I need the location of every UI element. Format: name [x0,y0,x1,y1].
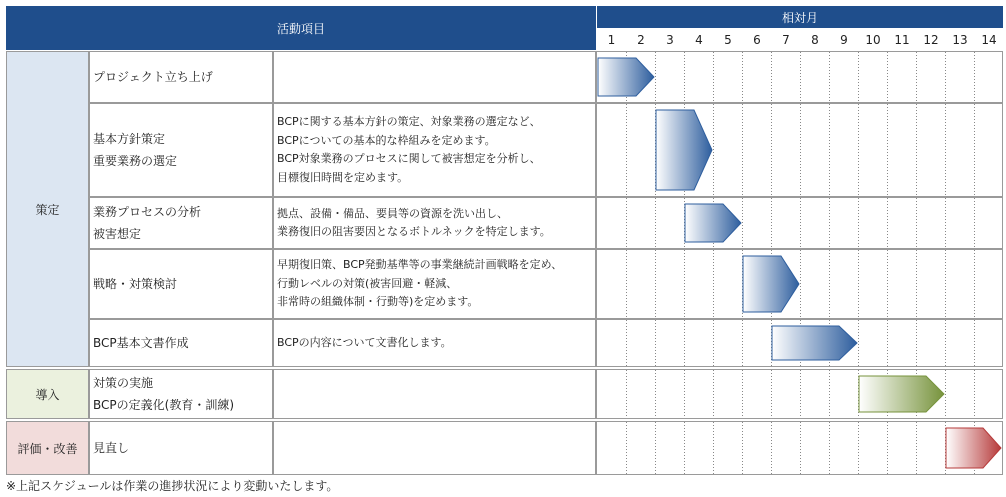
months-header: 相対月 [597,6,1003,28]
description-line: 拠点、設備・備品、要員等の資源を洗い出し、 [277,206,508,220]
schedule-arrow [859,376,944,412]
activity-title-line: 重要業務の選定 [93,154,178,168]
schedule-arrow [946,428,1001,468]
activity-title-line: 見直し [93,441,130,455]
phase-label: 策定 [7,52,88,366]
description-line: 非常時の組織体制・行動等)を定めます。 [277,295,479,309]
activity-title-line: 業務プロセスの分析 [93,205,202,219]
month-number: 5 [714,29,742,50]
month-number: 13 [946,29,974,50]
month-number: 3 [656,29,684,50]
month-number: 14 [975,29,1003,50]
activity-title-line: 対策の実施 [93,376,154,390]
month-number: 1 [597,29,626,50]
activity-item [90,422,272,474]
description-line: BCPに関する基本方針の策定、対象業務の選定など、 [277,115,541,128]
month-number: 9 [830,29,858,50]
gantt-row [597,198,1002,248]
activity-description [274,370,595,418]
activity-title-line: BCP基本文書作成 [93,336,189,350]
activity-item [90,198,272,248]
description-line: BCPについての基本的な枠組みを定めます。 [277,133,496,147]
gantt-row [597,250,1002,318]
activity-title-line: 戦略・対策検討 [93,277,178,291]
month-number: 7 [772,29,800,50]
month-number: 8 [801,29,829,50]
gantt-row [597,422,1002,474]
schedule-arrow [656,110,712,190]
description-line: 行動レベルの対策(被害回避・軽減、 [277,276,458,290]
activity-description [274,422,595,474]
phase-label: 評価・改善 [7,422,88,474]
schedule-arrow [743,256,799,312]
gantt-row-canvas [597,104,1002,196]
description-line: BCP対象業務のプロセスに関して被害想定を分析し、 [277,152,541,165]
gantt-row-canvas [597,320,1002,366]
activity-description [274,320,595,366]
activity-title-line: BCPの定義化(教育・訓練) [93,398,235,412]
activity-item [90,320,272,366]
activity-title-line: プロジェクト立ち上げ [93,70,213,84]
gantt-row [597,320,1002,366]
activity-item [90,370,272,418]
footnote: ※上記スケジュールは作業の進捗状況により変動いたします。 [6,479,339,493]
activity-header: 活動項目 [6,6,596,50]
month-number: 2 [627,29,655,50]
description-line: 業務復旧の阻害要因となるボトルネックを特定します。 [277,225,551,238]
gantt-row-canvas [597,52,1002,102]
gantt-row-canvas [597,198,1002,248]
month-number: 12 [917,29,945,50]
activity-description [274,52,595,102]
activity-title-line: 基本方針策定 [93,132,166,146]
gantt-row-canvas [597,422,1002,474]
activity-item [90,250,272,318]
gantt-row [597,104,1002,196]
activity-title-line: 被害想定 [93,227,142,241]
month-number: 6 [743,29,771,50]
description-line: 目標復旧時間を定めます。 [277,170,409,184]
schedule-arrow [685,204,741,242]
activity-description [274,250,595,318]
gantt-row [597,370,1002,418]
description-line: BCPの内容について文書化します。 [277,335,452,349]
phase-label: 導入 [7,370,88,418]
schedule-arrow [772,326,857,360]
activity-item [90,104,272,196]
month-number: 10 [859,29,887,50]
gantt-row [597,52,1002,102]
activity-item [90,52,272,102]
gantt-row-canvas [597,250,1002,318]
gantt-row-canvas [597,370,1002,418]
schedule-arrow [598,58,654,96]
activity-description [274,104,595,196]
month-number: 11 [888,29,916,50]
description-line: 早期復旧策、BCP発動基準等の事業継続計画戦略を定め、 [277,258,563,272]
activity-description [274,198,595,248]
month-number: 4 [685,29,713,50]
